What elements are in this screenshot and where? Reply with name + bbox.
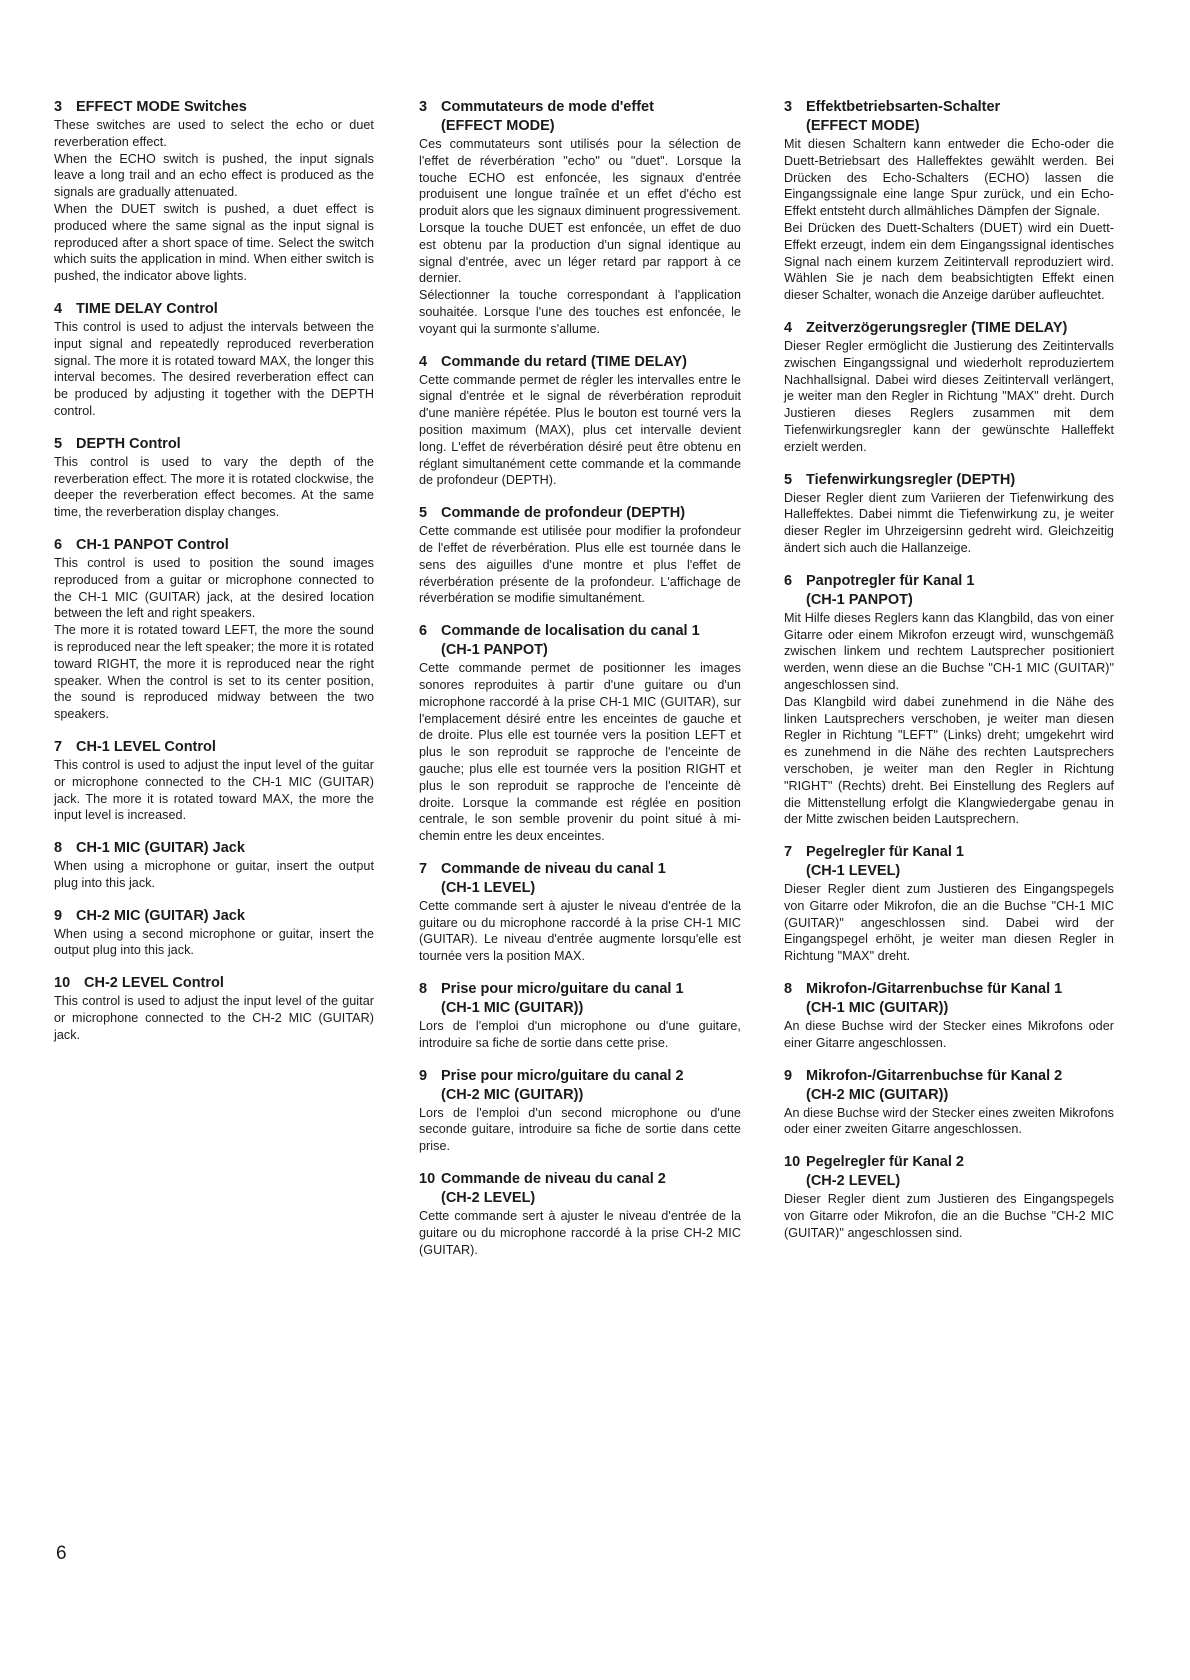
section-heading bbox=[784, 980, 1114, 1018]
section-5 bbox=[784, 471, 1114, 557]
section-title bbox=[806, 319, 1067, 338]
section-title-line: Prise pour micro/guitare du canal 1 bbox=[441, 981, 684, 998]
section-heading bbox=[54, 974, 374, 993]
section-3 bbox=[419, 98, 741, 338]
section-title bbox=[806, 572, 974, 610]
section-number: 3 bbox=[54, 99, 63, 115]
section-body: Cette commande permet de positionner les images sonores reproduites à partir d'une guitare ou d'un microphone raccordé à la prise CH-1 MIC (GUITAR), sur l'emplacement désiré entre les enceintes de gauche et de droite. Plus elle est tournée vers la position LEFT et plus le son reproduit se rapproche de l'enceinte de gauche; plus elle est tournée vers la position RIGHT et plus le son reproduit se rapproche de l'enceinte dè droite. Lorsque la commande est réglée en position centrale, le son semble provenir du point situé à mi-chemin entre les deux enceintes. bbox=[419, 661, 741, 844]
section-heading bbox=[54, 435, 374, 454]
section-heading bbox=[419, 980, 741, 1018]
section-number: 4 bbox=[784, 319, 793, 336]
section-title-line: CH-1 PANPOT Control bbox=[76, 536, 229, 553]
section-body: Cette commande sert à ajuster le niveau d'entrée de la guitare ou du microphone raccordé à la prise CH-1 MIC (GUITAR). Le niveau d'entrée augmente lorsqu'elle est tournée vers la position MAX. bbox=[419, 898, 741, 964]
section-title-line: CH-1 LEVEL Control bbox=[76, 738, 216, 755]
section-heading bbox=[419, 98, 741, 136]
section-number: 10 bbox=[419, 1171, 436, 1188]
section-title-line: Commande de niveau du canal 1 bbox=[441, 860, 666, 877]
section-title-line: Effektbetriebsarten-Schalter bbox=[806, 99, 1001, 115]
section-title bbox=[76, 536, 229, 555]
section-title bbox=[806, 980, 1062, 1018]
section-title bbox=[441, 980, 684, 1018]
section-number: 8 bbox=[54, 840, 63, 857]
section-heading bbox=[54, 907, 374, 926]
section-number: 9 bbox=[784, 1067, 793, 1084]
column-english bbox=[54, 98, 374, 1059]
section-body: Ces commutateurs sont utilisés pour la sélection de l'effet de réverbération "echo" ou "duet". Lorsque la touche ECHO est enfoncée, les signaux d'entrée produisent une longue traînée et un effet d'écho est produit alors que les signaux diminuent progressivement. Lorsque la touche DUET est enfoncée, un effet de duo est obtenu par la production d'un signal identique au signal d'entrée, avec un léger retard par rapport à ce dernier. Sélectionner la touche correspondant à l'application souhaitée. Lorsque l'une des touches est enfoncée, le voyant qui la surmonte s'allume. bbox=[419, 137, 741, 336]
section-number: 3 bbox=[419, 99, 428, 115]
section-heading bbox=[419, 353, 741, 372]
section-heading bbox=[784, 471, 1114, 490]
section-title-line: Mikrofon-/Gitarrenbuchse für Kanal 2 bbox=[806, 1067, 1063, 1084]
section-body: An diese Buchse wird der Stecker eines zweiten Mikrofons oder einer zweiten Gitarre angeschlossen. bbox=[784, 1105, 1114, 1137]
section-body: This control is used to adjust the intervals between the input signal and repeatedly reproduced reverberation signal. The more it is rotated toward MAX, the longer this interval becomes. The desired reverberation effect can be produced by adjusting it together with the DEPTH control. bbox=[54, 319, 374, 418]
section-number: 6 bbox=[784, 572, 793, 589]
section-body: When using a microphone or guitar, insert the output plug into this jack. bbox=[54, 859, 374, 890]
section-heading bbox=[784, 572, 1114, 610]
section-title bbox=[806, 471, 1015, 490]
section-number: 6 bbox=[419, 623, 428, 640]
section-heading bbox=[419, 1067, 741, 1105]
section-number: 8 bbox=[784, 981, 793, 998]
section-title-line: (CH-2 MIC (GUITAR)) bbox=[441, 1086, 584, 1103]
section-body: This control is used to adjust the input level of the guitar or microphone connected to the CH-1 MIC (GUITAR) jack. The more it is rotated toward MAX, the more the input level is increased. bbox=[54, 757, 374, 823]
section-4 bbox=[419, 353, 741, 490]
section-heading bbox=[784, 98, 1114, 136]
section-title-line: Commande de niveau du canal 2 bbox=[441, 1171, 666, 1188]
section-title bbox=[441, 353, 687, 372]
section-title bbox=[76, 435, 181, 454]
section-number: 7 bbox=[419, 860, 428, 877]
section-body: Lors de l'emploi d'un second microphone ou d'une seconde guitare, introduire sa fiche de sortie dans cette prise. bbox=[419, 1105, 741, 1154]
section-10 bbox=[784, 1153, 1114, 1241]
section-6 bbox=[784, 572, 1114, 828]
section-title-line: Prise pour micro/guitare du canal 2 bbox=[441, 1067, 684, 1084]
section-5 bbox=[419, 504, 741, 607]
section-title-line: DEPTH Control bbox=[76, 435, 181, 452]
section-title bbox=[76, 300, 218, 319]
section-10 bbox=[54, 974, 374, 1043]
section-title bbox=[441, 622, 700, 660]
section-heading bbox=[54, 300, 374, 319]
section-title-line: Pegelregler für Kanal 2 bbox=[806, 1154, 964, 1171]
section-title-line: Panpotregler für Kanal 1 bbox=[806, 572, 975, 589]
section-title bbox=[441, 504, 685, 523]
section-title-line: (CH-1 PANPOT) bbox=[806, 591, 913, 608]
section-10 bbox=[419, 1170, 741, 1258]
section-body: This control is used to adjust the input level of the guitar or microphone connected to the CH-2 MIC (GUITAR) jack. bbox=[54, 994, 374, 1042]
section-9 bbox=[419, 1067, 741, 1155]
section-body: These switches are used to select the echo or duet reverberation effect. When the ECHO switch is pushed, the input signals leave a long trail and an echo effect is produced as the signals are gradually attenuated. When the DUET switch is pushed, a duet effect is produced where the same signal as the input signal is reproduced after a short space of time. Select the switch which suits the application in mind. When either switch is pushed, the indicator above lights. bbox=[54, 118, 374, 284]
section-title-line: (EFFECT MODE) bbox=[806, 118, 920, 134]
section-title-line: Zeitverzögerungsregler (TIME DELAY) bbox=[806, 319, 1068, 336]
section-4 bbox=[784, 319, 1114, 456]
section-number: 5 bbox=[419, 505, 428, 522]
column-french bbox=[419, 98, 741, 1273]
section-title-line: (CH-1 MIC (GUITAR)) bbox=[806, 1000, 949, 1017]
section-heading bbox=[784, 1153, 1114, 1191]
section-heading bbox=[54, 839, 374, 858]
section-body: Cette commande est utilisée pour modifier la profondeur de l'effet de réverbération. Plus elle est tournée dans le sens des aiguilles d'une montre et plus l'effet de réverbération présente de la profondeur. L'affichage de réverbération se modifie simultanément. bbox=[419, 524, 741, 606]
section-title-line: (CH-1 MIC (GUITAR)) bbox=[441, 1000, 584, 1017]
section-title bbox=[441, 98, 654, 136]
section-heading bbox=[419, 1170, 741, 1208]
section-number: 3 bbox=[784, 99, 793, 115]
section-7 bbox=[784, 843, 1114, 965]
section-body: Dieser Regler dient zum Justieren des Eingangspegels von Gitarre oder Mikrofon, die an die Buchse "CH-1 MIC (GUITAR)" angeschlossen sind. Dabei wird der Eingangspegel erhöht, je weiter man diesen Regler in Richtung "MAX" dreht. bbox=[784, 882, 1114, 964]
section-heading bbox=[784, 1067, 1114, 1105]
section-title bbox=[76, 98, 247, 117]
section-heading bbox=[419, 622, 741, 660]
section-title bbox=[84, 974, 224, 993]
section-heading bbox=[419, 860, 741, 898]
section-title bbox=[441, 860, 666, 898]
section-heading bbox=[54, 536, 374, 555]
section-body: Dieser Regler dient zum Justieren des Eingangspegels von Gitarre oder Mikrofon, die an die Buchse "CH-2 MIC (GUITAR)" angeschlossen sind. bbox=[784, 1192, 1114, 1240]
section-body: An diese Buchse wird der Stecker eines Mikrofons oder einer Gitarre angeschlossen. bbox=[784, 1019, 1114, 1050]
section-title-line: (EFFECT MODE) bbox=[441, 118, 555, 134]
section-title-line: (CH-1 LEVEL) bbox=[806, 863, 901, 880]
section-title-line: Tiefenwirkungsregler (DEPTH) bbox=[806, 471, 1016, 488]
section-number: 6 bbox=[54, 536, 63, 553]
section-title bbox=[806, 1153, 964, 1191]
section-title bbox=[441, 1067, 684, 1105]
section-3 bbox=[54, 98, 374, 285]
section-title bbox=[806, 1067, 1062, 1105]
section-7 bbox=[54, 738, 374, 824]
section-title-line: CH-2 LEVEL Control bbox=[84, 975, 224, 992]
section-number: 5 bbox=[784, 471, 793, 488]
page-number: 6 bbox=[56, 1543, 67, 1564]
section-title-line: Commande du retard (TIME DELAY) bbox=[441, 353, 687, 370]
section-title-line: EFFECT MODE Switches bbox=[76, 99, 247, 115]
section-title-line: Pegelregler für Kanal 1 bbox=[806, 844, 964, 861]
section-title bbox=[806, 98, 1000, 136]
section-heading bbox=[784, 319, 1114, 338]
section-title-line: (CH-1 LEVEL) bbox=[441, 879, 536, 896]
section-9 bbox=[54, 907, 374, 960]
section-title bbox=[76, 738, 216, 757]
section-4 bbox=[54, 300, 374, 420]
section-body: This control is used to position the sound images reproduced from a guitar or microphone connected to the CH-1 MIC (GUITAR) jack, at the desired location between the left and right speakers. The more it is rotated toward LEFT, the more the sound is reproduced near the left speaker; the more it is rotated toward RIGHT, the more it is reproduced near the right speaker. When the control is set to its center position, the sound is reproduced midway between the two speakers. bbox=[54, 555, 374, 722]
section-title-line: CH-2 MIC (GUITAR) Jack bbox=[76, 907, 245, 924]
section-body: Lors de l'emploi d'un microphone ou d'une guitare, introduire sa fiche de sortie dans cette prise. bbox=[419, 1019, 741, 1050]
section-heading bbox=[54, 738, 374, 757]
section-title bbox=[441, 1170, 666, 1208]
section-title-line: (CH-2 LEVEL) bbox=[441, 1190, 536, 1207]
section-body: Dieser Regler dient zum Variieren der Tiefenwirkung des Halleffektes. Dabei nimmt die Tiefenwirkung zu, je weiter dieser Regler im Uhrzeigersinn gedreht wird. Gleichzeitig ändert sich auch die Hallanzeige. bbox=[784, 490, 1114, 555]
section-number: 8 bbox=[419, 981, 428, 998]
section-body: Mit diesen Schaltern kann entweder die Echo-oder die Duett-Betriebsart des Halleffektes gewählt werden. Bei Drücken des Echo-Schalters (ECHO) lassen die Eingangssignale eine lange Spur zurück, und ein Echo-Effekt entsteht durch allmähliches Dämpfen der Signale. Bei Drücken des Duett-Schalters (DUET) wird ein Duett-Effekt erzeugt, indem ein dem Eingangssignal identisches Signal nach einem kurzem Zeitintervall reproduziert wird. Wählen Sie je nach dem beabsichtigten Effekt einen dieser Schalter, wonach die Anzeige darüber aufleuchtet. bbox=[784, 137, 1114, 303]
section-number: 5 bbox=[54, 435, 63, 452]
column-german bbox=[784, 98, 1114, 1257]
section-body: Mit Hilfe dieses Reglers kann das Klangbild, das von einer Gitarre oder einem Mikrofon erzeugt wird, wunschgemäß zwischen linkem und rechtem Lautsprecher positioniert werden, wenn diese an die Buchse "CH-1 MIC (GUITAR)" angeschlossen sind. Das Klangbild wird dabei zunehmend in die Nähe des linken Lautsprechers verschoben, je weiter man diesen Regler in Richtung "LEFT" (Links) dreht; umgekehrt wird es zunehmend in die Nähe des rechten Lautsprechers verschoben, je weiter man den Regler in Richtung "RIGHT" (Rechts) dreht. Bei Einstellung des Reglers auf die Mittenstellung erfolgt die Klangwiedergabe genau in der Mitte zwischen beiden Lautsprechern. bbox=[784, 610, 1114, 827]
section-body: Cette commande sert à ajuster le niveau d'entrée de la guitare ou du microphone raccordé à la prise CH-2 MIC (GUITAR). bbox=[419, 1209, 741, 1257]
section-3 bbox=[784, 98, 1114, 304]
section-title-line: (CH-2 MIC (GUITAR)) bbox=[806, 1086, 949, 1103]
section-title-line: TIME DELAY Control bbox=[76, 300, 218, 317]
section-8 bbox=[784, 980, 1114, 1052]
section-5 bbox=[54, 435, 374, 521]
section-title-line: Commande de profondeur (DEPTH) bbox=[441, 505, 686, 522]
section-9 bbox=[784, 1067, 1114, 1139]
section-number: 10 bbox=[784, 1154, 801, 1171]
section-7 bbox=[419, 860, 741, 965]
section-heading bbox=[419, 504, 741, 523]
section-body: When using a second microphone or guitar, insert the output plug into this jack. bbox=[54, 926, 374, 958]
section-number: 4 bbox=[54, 300, 63, 317]
section-title-line: (CH-2 LEVEL) bbox=[806, 1173, 901, 1190]
section-title-line: CH-1 MIC (GUITAR) Jack bbox=[76, 840, 245, 857]
section-heading bbox=[784, 843, 1114, 881]
section-title-line: Mikrofon-/Gitarrenbuchse für Kanal 1 bbox=[806, 981, 1063, 998]
section-body: Cette commande permet de régler les intervalles entre le signal d'entrée et le signal de réverbération reproduit d'une manière répétée. Plus le bouton est tourné vers la position maximum (MAX), plus cet intervalle devient long. L'effet de réverbération désiré peut être obtenu en réglant simultanément cette commande et la commande de profondeur (DEPTH). bbox=[419, 372, 741, 488]
section-6 bbox=[419, 622, 741, 845]
section-number: 9 bbox=[54, 907, 63, 924]
section-title-line: (CH-1 PANPOT) bbox=[441, 642, 548, 659]
section-heading bbox=[54, 98, 374, 117]
section-number: 7 bbox=[54, 738, 63, 755]
section-title-line: Commutateurs de mode d'effet bbox=[441, 99, 654, 115]
section-8 bbox=[419, 980, 741, 1052]
section-number: 4 bbox=[419, 353, 428, 370]
section-8 bbox=[54, 839, 374, 892]
section-body: This control is used to vary the depth of the reverberation effect. The more it is rotated clockwise, the deeper the reverberation effect becomes. At the same time, the reverberation display changes. bbox=[54, 454, 374, 520]
section-title bbox=[806, 843, 964, 881]
section-6 bbox=[54, 536, 374, 723]
section-title-line: Commande de localisation du canal 1 bbox=[441, 623, 700, 640]
section-number: 9 bbox=[419, 1067, 428, 1084]
section-body: Dieser Regler ermöglicht die Justierung des Zeitintervalls zwischen Eingangssignal und wiederholt reproduziertem Nachhallsignal. Dabei wird dieses Zeitintervall verlängert, je weiter man den Regler in Richtung "MAX" dreht. Durch Justieren dieses Reglers zusammen mit dem Tiefenwirkungsregler kann der gewünschte Halleffekt erzielt werden. bbox=[784, 338, 1114, 454]
section-number: 7 bbox=[784, 844, 793, 861]
section-title bbox=[76, 907, 245, 926]
section-number: 10 bbox=[54, 975, 71, 992]
section-title bbox=[76, 839, 245, 858]
